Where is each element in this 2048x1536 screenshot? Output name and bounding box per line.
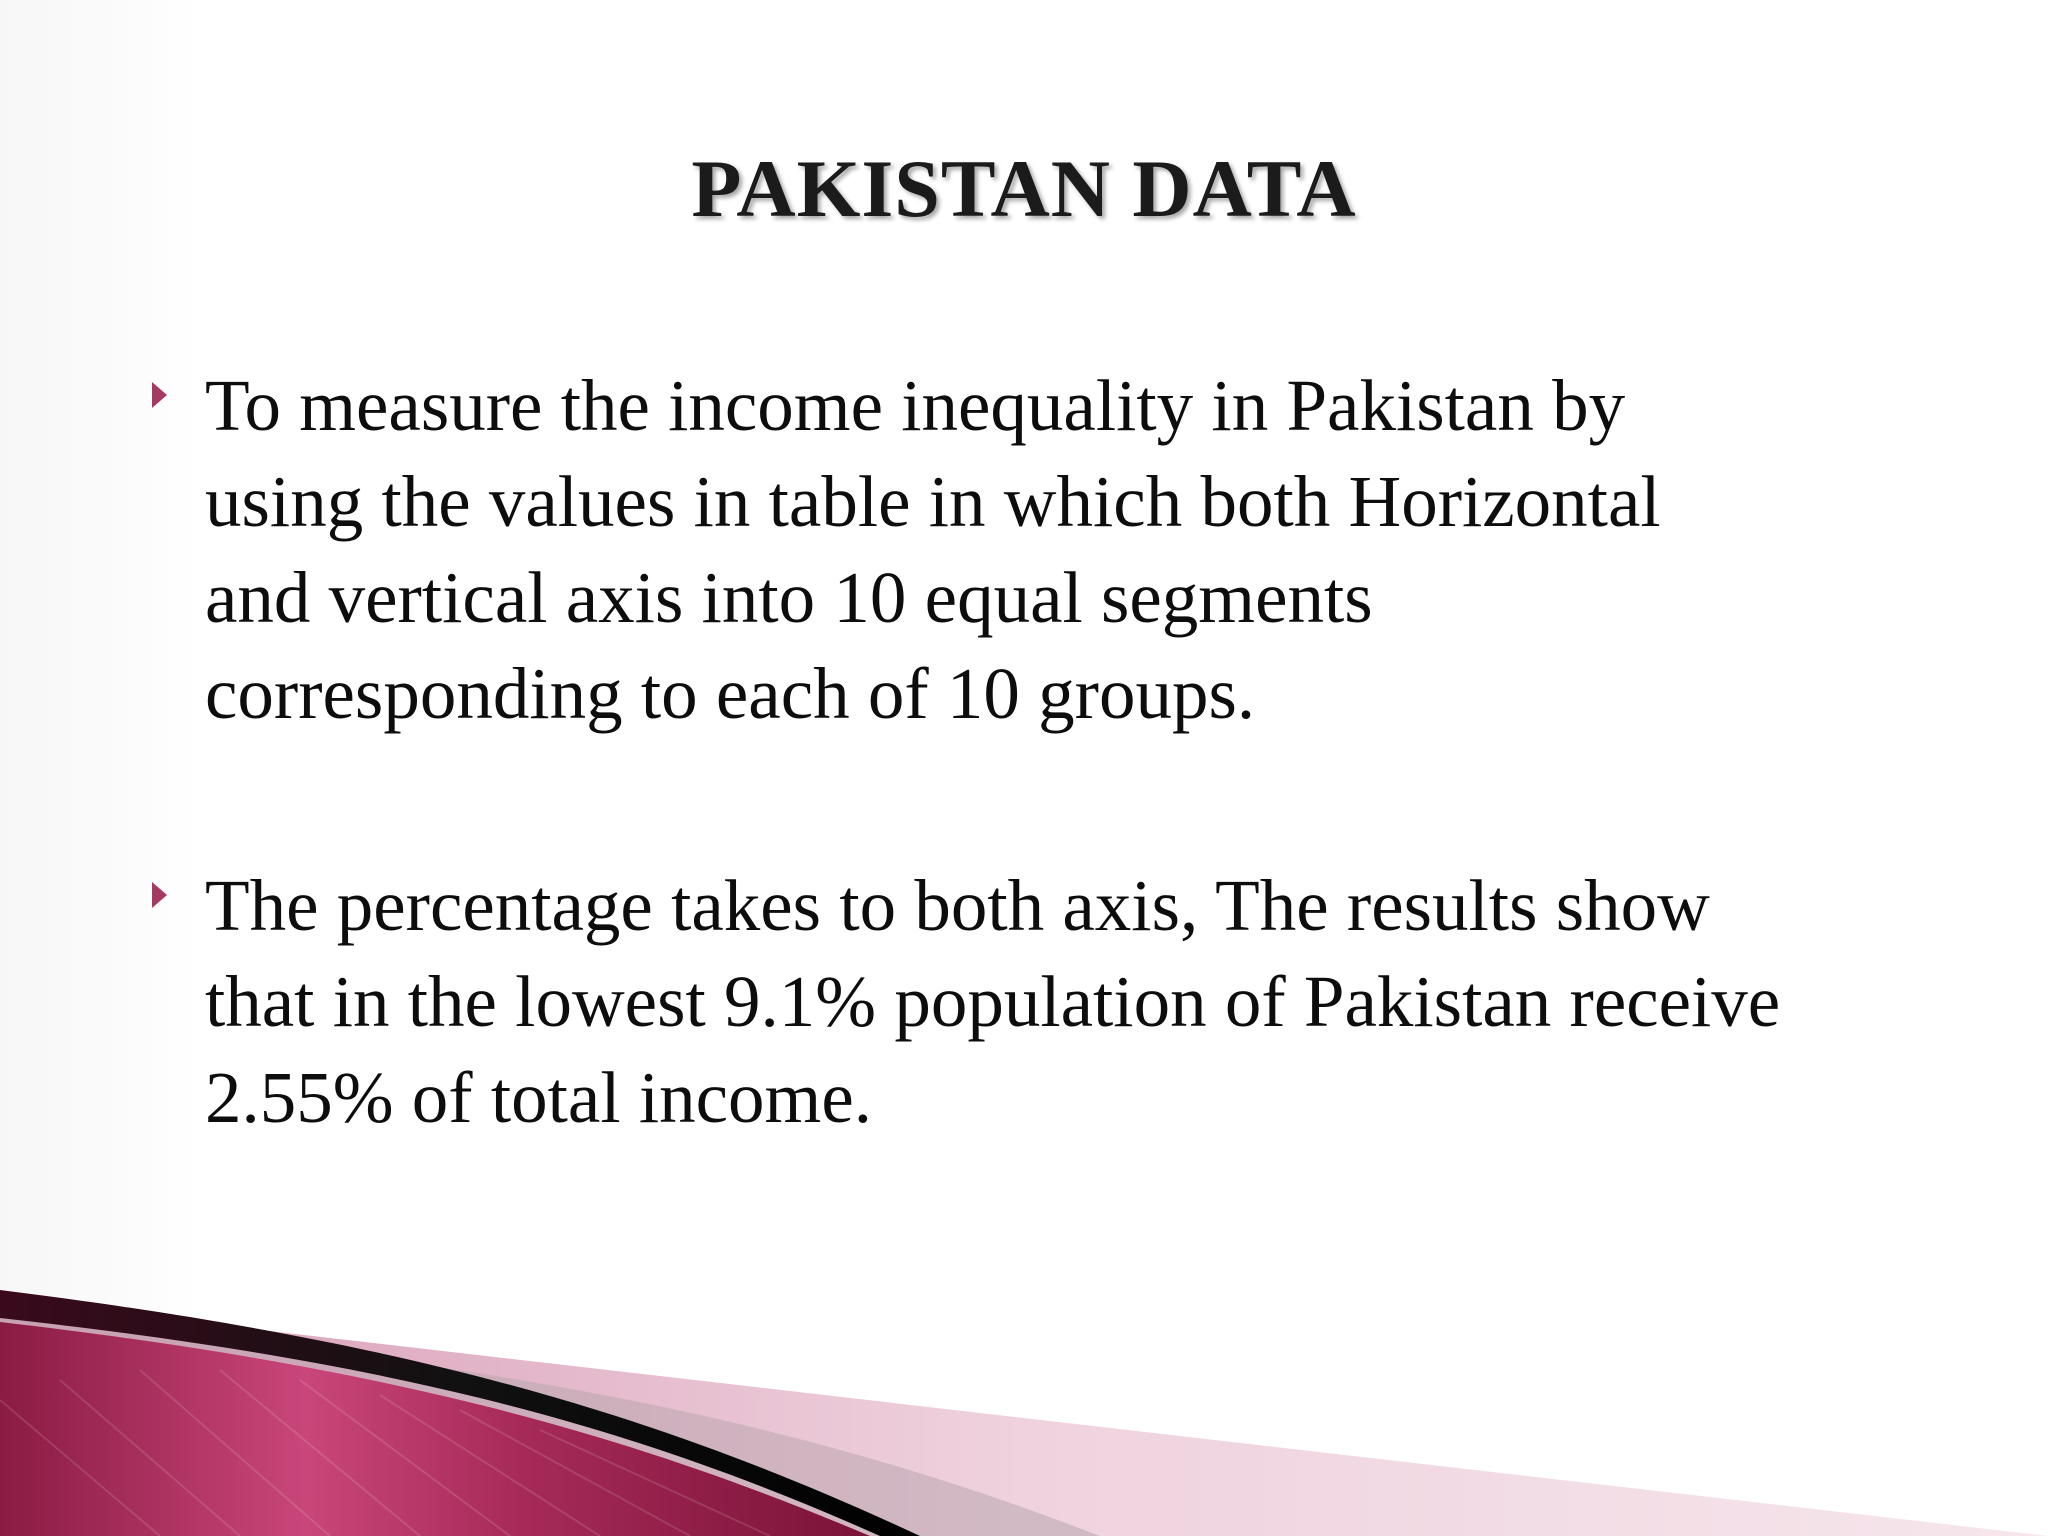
bullet-line: using the values in table in which both Horizontal xyxy=(205,461,1661,542)
right-triangle-icon xyxy=(152,882,167,908)
bullet-line: The percentage takes to both axis, The results show xyxy=(205,865,1710,946)
slide-title: PAKISTAN DATA xyxy=(691,143,1357,234)
bullet-line: 2.55% of total income. xyxy=(205,1057,872,1138)
bullet-line: corresponding to each of 10 groups. xyxy=(205,653,1256,734)
bullet-text xyxy=(205,858,2005,1146)
bullet-line: To measure the income inequality in Pakistan by xyxy=(205,365,1626,446)
right-triangle-icon xyxy=(152,382,167,408)
bullet-text xyxy=(205,358,2005,742)
bullet-line: and vertical axis into 10 equal segments xyxy=(205,557,1373,638)
bullet-line: that in the lowest 9.1% population of Pakistan receive xyxy=(205,961,1781,1042)
